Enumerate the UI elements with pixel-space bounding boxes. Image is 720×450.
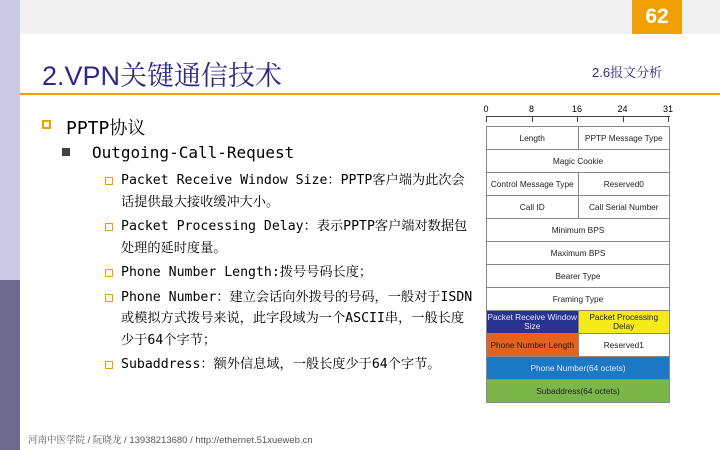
bit-ruler-label: 31 bbox=[662, 104, 674, 114]
packet-row bbox=[487, 380, 669, 402]
packet-field: Length bbox=[487, 127, 578, 149]
square-bullet-icon bbox=[105, 294, 113, 302]
packet-row bbox=[487, 219, 669, 242]
packet-field: Subaddress(64 octets) bbox=[487, 380, 669, 402]
bit-ruler-tick bbox=[668, 116, 669, 122]
packet-field: Maximum BPS bbox=[487, 242, 669, 264]
packet-field: Magic Cookie bbox=[487, 150, 669, 172]
list-item-text: Subaddress：额外信息域，一般长度少于64个字节。 bbox=[121, 357, 441, 372]
packet-field: Call Serial Number bbox=[578, 196, 670, 218]
field-description-list bbox=[105, 170, 475, 379]
packet-field: Bearer Type bbox=[487, 265, 669, 287]
bit-ruler-tick bbox=[623, 116, 624, 122]
packet-row bbox=[487, 334, 669, 357]
bullet-level2-text: Outgoing-Call-Request bbox=[92, 143, 295, 162]
packet-field: Phone Number(64 octets) bbox=[487, 357, 669, 379]
bit-ruler-tick bbox=[532, 116, 533, 122]
square-bullet-icon bbox=[105, 361, 113, 369]
footer-text: 河南中医学院 / 阮晓龙 / 13938213680 / http://ethernet.51xueweb.cn bbox=[28, 435, 313, 446]
square-bullet-icon bbox=[105, 177, 113, 185]
packet-field: Phone Number Length bbox=[487, 334, 578, 356]
packet-row bbox=[487, 150, 669, 173]
packet-format-diagram bbox=[483, 104, 673, 403]
square-bullet-icon bbox=[105, 223, 113, 231]
packet-row bbox=[487, 357, 669, 380]
packet-field: Packet Receive Window Size bbox=[487, 312, 577, 331]
slide-title: 2.VPN关键通信技术 bbox=[42, 61, 283, 91]
packet-field-grid bbox=[486, 126, 670, 403]
bit-ruler-tick bbox=[486, 116, 487, 122]
packet-row bbox=[487, 196, 669, 219]
bit-ruler-axis bbox=[486, 116, 670, 117]
packet-field: PPTP Message Type bbox=[578, 127, 670, 149]
list-item bbox=[105, 287, 475, 352]
bit-ruler-label: 16 bbox=[571, 104, 583, 114]
list-item-text: Phone Number Length:拨号号码长度； bbox=[121, 265, 373, 280]
packet-field: Reserved1 bbox=[578, 334, 670, 356]
bit-ruler-tick bbox=[577, 116, 578, 122]
page-number-badge: 62 bbox=[632, 0, 682, 34]
filled-square-bullet-icon bbox=[62, 148, 70, 156]
list-item-text: Phone Number：建立会话向外拨号的号码，一般对于ISDN或模拟方式拨号来说，此字段域为一个ASCII串，一般长度少于64个字节； bbox=[121, 289, 473, 348]
bullet-level1-text: PPTP协议 bbox=[66, 118, 146, 139]
bit-ruler-label: 0 bbox=[483, 104, 489, 114]
packet-field: Framing Type bbox=[487, 288, 669, 310]
list-item bbox=[105, 216, 475, 259]
packet-row bbox=[487, 288, 669, 311]
packet-field: Control Message Type bbox=[487, 173, 578, 195]
list-item-text: Packet Processing Delay：表示PPTP客户端对数据包处理的延时度量。 bbox=[121, 219, 468, 256]
packet-field: Reserved0 bbox=[578, 173, 670, 195]
packet-field: Minimum BPS bbox=[487, 219, 669, 241]
packet-field: Packet Processing Delay bbox=[578, 311, 670, 333]
packet-row bbox=[487, 242, 669, 265]
list-item bbox=[105, 170, 475, 213]
packet-row bbox=[487, 265, 669, 288]
bit-ruler-label: 24 bbox=[617, 104, 628, 114]
list-item-text: Packet Receive Window Size：PPTP客户端为此次会话提供最大接收缓冲大小。 bbox=[121, 173, 465, 210]
square-bullet-icon bbox=[42, 120, 51, 129]
packet-row bbox=[487, 127, 669, 150]
title-divider bbox=[20, 93, 720, 95]
section-label: 2.6报文分析 bbox=[592, 65, 663, 80]
packet-field: Call ID bbox=[487, 196, 578, 218]
left-decor-bar-dark bbox=[0, 280, 20, 450]
square-bullet-icon bbox=[105, 269, 113, 277]
left-decor-bar bbox=[0, 0, 20, 450]
packet-row bbox=[487, 173, 669, 196]
list-item bbox=[105, 354, 475, 376]
packet-row bbox=[487, 311, 669, 334]
bit-ruler bbox=[483, 104, 673, 126]
list-item bbox=[105, 262, 475, 284]
bit-ruler-label: 8 bbox=[528, 104, 535, 114]
top-header-bar bbox=[20, 0, 720, 34]
